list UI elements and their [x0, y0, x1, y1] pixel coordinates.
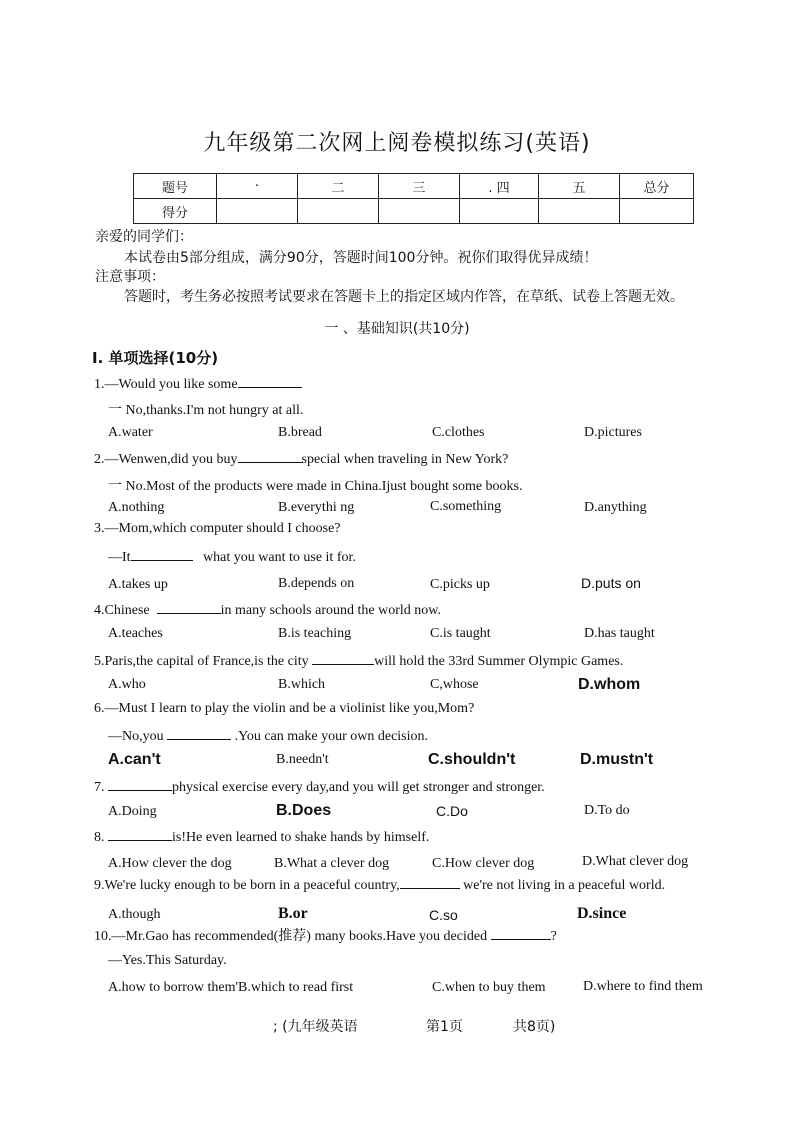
score-cell[interactable]: [217, 199, 298, 224]
intro-line-2: 答题时，考生务必按照考试要求在答题卡上的指定区域内作答，在草纸、试卷上答题无效。: [124, 289, 684, 305]
question-7-stem: [94, 778, 545, 796]
page-title: 九年级第二次网上阅卷模拟练习(英语): [203, 131, 591, 156]
question-stem-text: ?: [550, 929, 557, 944]
option-a[interactable]: A.takes up: [108, 577, 168, 592]
answer-blank: [238, 450, 302, 463]
option-a[interactable]: A.nothing: [108, 500, 165, 515]
option-c[interactable]: C.How clever dog: [432, 856, 535, 871]
question-10-stem: [94, 925, 557, 945]
option-d[interactable]: D.since: [577, 905, 627, 922]
score-cell[interactable]: [539, 199, 620, 224]
question-stem-text: 9.We're lucky enough to be born in a peaceful country,: [94, 878, 400, 893]
question-2-stem: [94, 450, 508, 468]
score-row-label: 得分: [134, 199, 217, 224]
answer-blank: [238, 375, 302, 388]
score-header-cell: 总分: [620, 174, 694, 199]
question-4-stem: [94, 601, 441, 619]
answer-blank: [491, 927, 551, 940]
option-b[interactable]: B.which: [278, 677, 326, 692]
question-stem-text: 7.: [94, 780, 105, 795]
question-stem-text: —No,you: [108, 729, 164, 744]
question-10-reply: —Yes.This Saturday.: [108, 953, 227, 968]
option-c[interactable]: C.so: [429, 907, 458, 923]
score-cell[interactable]: [620, 199, 694, 224]
question-1-reply: 一 No,thanks.I'm not hungry at all.: [108, 403, 304, 418]
answer-blank: [108, 778, 172, 791]
answer-blank: [131, 548, 193, 561]
option-d[interactable]: D.To do: [584, 803, 630, 818]
score-header-cell: 三: [379, 174, 460, 199]
notice-label: 注意事项：: [95, 269, 165, 285]
question-9-stem: [94, 876, 665, 894]
question-2-reply: 一 No.Most of the products were made in China.Ijust bought some books.: [108, 479, 523, 494]
footer-page-number: 第1页: [426, 1019, 463, 1035]
score-header-cell: ·: [217, 174, 298, 199]
option-b[interactable]: B.is teaching: [278, 626, 352, 641]
question-3-reply: [108, 548, 356, 566]
option-c[interactable]: C.picks up: [430, 577, 490, 592]
question-stem-text: 2.—Wenwen,did you buy: [94, 452, 238, 467]
option-b[interactable]: B.or: [278, 905, 308, 922]
question-stem-text: 8.: [94, 830, 105, 845]
part-title: I. 单项选择(10分): [92, 349, 219, 367]
question-stem-text: special when traveling in New York?: [301, 452, 509, 467]
score-header-cell: . 四: [460, 174, 539, 199]
option-a[interactable]: A.how to borrow them'B.which to read first: [108, 980, 354, 995]
option-c[interactable]: C.is taught: [430, 626, 491, 641]
score-table-score-row: [134, 199, 694, 224]
option-a[interactable]: A.though: [108, 907, 161, 922]
option-c[interactable]: C.something: [430, 499, 502, 514]
score-header-cell: 二: [298, 174, 379, 199]
option-c[interactable]: C.clothes: [432, 425, 485, 440]
answer-blank: [400, 876, 460, 889]
option-a[interactable]: A.teaches: [108, 626, 163, 641]
option-d[interactable]: D.puts on: [581, 575, 641, 591]
question-stem-text: 10.—Mr.Gao has recommended(推荐) many books.Have you decided: [94, 929, 488, 944]
question-stem-text: .You can make your own decision.: [234, 729, 429, 744]
option-d[interactable]: D.anything: [584, 500, 647, 515]
option-b[interactable]: B.depends on: [278, 576, 355, 591]
answer-blank: [167, 727, 231, 740]
option-a[interactable]: A.Doing: [108, 804, 157, 819]
question-stem-text: we're not living in a peaceful world.: [463, 878, 666, 893]
option-a[interactable]: A.can't: [108, 751, 161, 768]
question-5-stem: [94, 652, 623, 670]
question-stem-text: what you want to use it for.: [203, 550, 356, 565]
question-stem-text: will hold the 33rd Summer Olympic Games.: [374, 654, 624, 669]
question-stem-text: 4.Chinese: [94, 603, 150, 618]
option-d[interactable]: D.has taught: [584, 626, 655, 641]
option-a[interactable]: A.who: [108, 677, 146, 692]
intro-line-1: 本试卷由5部分组成，满分90分，答题时间100分钟。祝你们取得优异成绩！: [124, 250, 598, 266]
score-cell[interactable]: [379, 199, 460, 224]
option-a[interactable]: A.water: [108, 425, 153, 440]
footer-subject: ; (九年级英语: [273, 1019, 358, 1035]
option-d[interactable]: D.What clever dog: [582, 854, 689, 869]
option-b[interactable]: B.bread: [278, 425, 322, 440]
score-cell[interactable]: [298, 199, 379, 224]
question-1-stem: [94, 375, 302, 393]
option-c[interactable]: C,whose: [430, 677, 479, 692]
question-3-stem: 3.—Mom,which computer should I choose?: [94, 521, 341, 536]
option-d[interactable]: D.whom: [578, 676, 641, 693]
option-c[interactable]: C.when to buy them: [432, 980, 546, 995]
option-d[interactable]: D.where to find them: [583, 979, 703, 994]
score-header-cell: 题号: [134, 174, 217, 199]
footer-page-total: 共8页): [513, 1019, 556, 1035]
option-b[interactable]: B.Does: [276, 802, 332, 819]
question-stem-text: in many schools around the world now.: [220, 603, 441, 618]
question-stem-text: 1.—Would you like some: [94, 377, 238, 392]
option-c[interactable]: C.Do: [436, 803, 468, 819]
score-table: [133, 173, 694, 224]
option-b[interactable]: B.needn't: [276, 752, 329, 767]
option-c[interactable]: C.shouldn't: [428, 751, 516, 768]
question-stem-text: physical exercise every day,and you will get stronger and stronger.: [172, 780, 545, 795]
score-table-header-row: [134, 174, 694, 199]
greeting: 亲爱的同学们：: [95, 229, 193, 245]
question-6-stem: 6.—Must I learn to play the violin and be a violinist like you,Mom?: [94, 701, 475, 716]
answer-blank: [312, 652, 374, 665]
score-cell[interactable]: [460, 199, 539, 224]
question-stem-text: —It: [108, 550, 131, 565]
option-d[interactable]: D.mustn't: [580, 751, 654, 768]
answer-blank: [108, 828, 172, 841]
question-8-stem: [94, 828, 429, 846]
option-b[interactable]: B.everythi ng: [278, 500, 355, 515]
question-stem-text: is!He even learned to shake hands by himself.: [172, 830, 430, 845]
question-stem-text: 5.Paris,the capital of France,is the city: [94, 654, 309, 669]
option-d[interactable]: D.pictures: [584, 425, 642, 440]
question-6-reply: [108, 727, 428, 745]
option-b[interactable]: B.What a clever dog: [274, 856, 390, 871]
option-a[interactable]: A.How clever the dog: [108, 856, 232, 871]
section-title: 一 、基础知识(共10分): [324, 321, 470, 337]
answer-blank: [157, 601, 221, 614]
score-header-cell: 五: [539, 174, 620, 199]
